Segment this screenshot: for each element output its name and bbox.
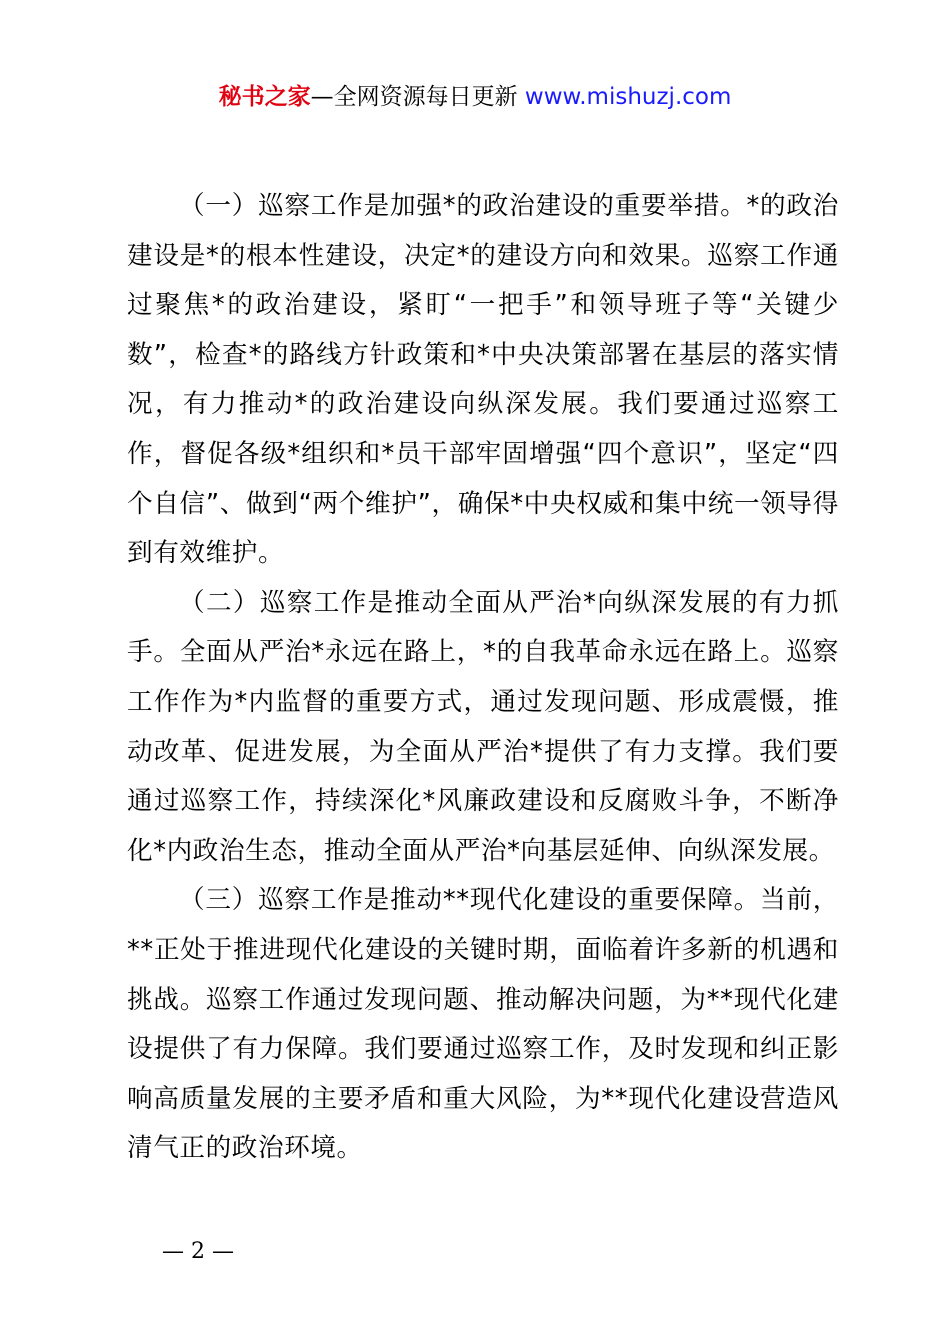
paragraph-3: （三）巡察工作是推动**现代化建设的重要保障。当前，**正处于推进现代化建设的关键时期，面临着许多新的机遇和挑战。巡察工作通过发现问题、推动解决问题，为**现代化建设提供了有力保障。我们要通过巡察工作，及时发现和纠正影响高质量发展的主要矛盾和重大风险，为**现代化建设营造风清气正的政治环境。 (127, 885, 839, 1164)
document-body (127, 182, 839, 1174)
site-banner (0, 82, 950, 112)
paragraph-2: （二）巡察工作是推动全面从严治*向纵深发展的有力抓手。全面从严治*永远在路上，*的自我革命永远在路上。巡察工作作为*内监督的重要方式，通过发现问题、形成震慑，推动改革、促进发展，为全面从严治*提供了有力支撑。我们要通过巡察工作，持续深化*风廉政建设和反腐败斗争，不断净化*内政治生态，推动全面从严治*向基层延伸、向纵深发展。 (127, 587, 839, 866)
banner-url-link[interactable]: www.mishuzj.com (524, 84, 732, 110)
page-number: — 2 — (162, 1239, 234, 1264)
paragraph-1: （一）巡察工作是加强*的政治建设的重要举措。*的政治建设是*的根本性建设，决定*的建设方向和效果。巡察工作通过聚焦*的政治建设，紧盯“一把手”和领导班子等“关键少数”，检查*的路线方针政策和*中央决策部署在基层的落实情况，有力推动*的政治建设向纵深发展。我们要通过巡察工作，督促各级*组织和*员干部牢固增强“四个意识”，坚定“四个自信”、做到“两个维护”，确保*中央权威和集中统一领导得到有效维护。 (127, 191, 839, 569)
banner-tagline: —全网资源每日更新 (310, 84, 525, 110)
banner-brand: 秘书之家 (218, 84, 311, 110)
